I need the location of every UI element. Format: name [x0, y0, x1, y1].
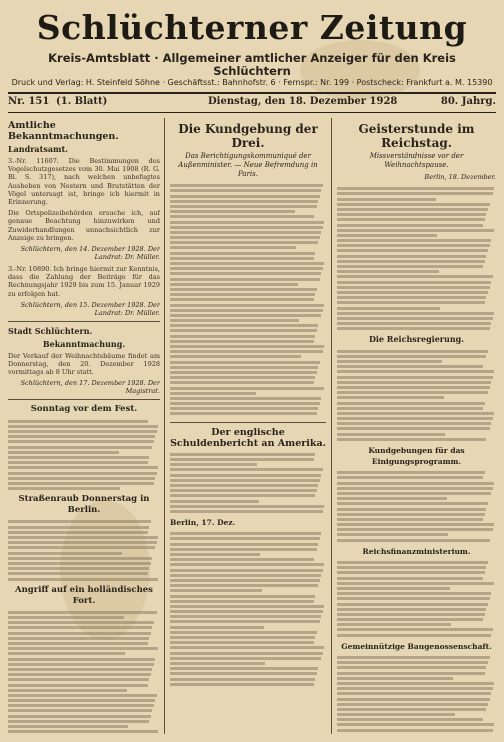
article-body	[337, 185, 496, 332]
article-heading: Gemeinnützige Baugenossenschaft.	[341, 641, 492, 651]
signature: Schlüchtern, den 15. Dezember 1928. Der Landrat: Dr. Müller.	[20, 300, 160, 317]
signature: Schlüchtern, den 14. Dezember 1928. Der Landrat: Dr. Müller.	[20, 245, 160, 262]
dateline	[8, 96, 496, 110]
section-heading: Amtliche Bekanntmachungen.	[8, 120, 119, 142]
article-heading: Angriff auf ein holländisches Fort.	[15, 584, 153, 606]
article-heading: Kundgebungen für das Einigungsprogramm.	[368, 446, 465, 466]
notice-text: 3.-Nr. 11607. Die Bestimmungen des Vogelschutzgesetzes vom 30. Mai 1908 (R. G. Bl. S. 317), nach welchen unbefugtes Ausheben von Nestern und Brutstätten der Vögel untersagt ist, bringe ich hiermit in Erinnerung.	[8, 157, 160, 207]
issue-number: Nr. 151	[8, 96, 50, 107]
article-heading: Die Reichsregierung.	[368, 334, 465, 345]
article-subheadline: Das Berichtigungskommuniqué der Außenminister. — Neue Befremdung in Paris.	[178, 152, 318, 178]
newspaper-title: Schlüchterner Zeitung	[36, 8, 468, 47]
article-headline: Die Kundgebung der Drei.	[178, 122, 318, 150]
masthead-subtitle: Kreis-Amtsblatt · Allgemeiner amtlicher Anzeiger für den Kreis Schlüchtern	[48, 51, 456, 78]
divider	[170, 422, 326, 423]
notice-text: Der Verkauf der Weihnachtsbäume findet am Donnerstag, den 20. Dezember 1928 vormittags ab 8 Uhr statt.	[8, 351, 160, 377]
article-body	[8, 417, 160, 492]
article-headline: Geisterstunde im Reichstag.	[358, 122, 475, 150]
notice-text: Die Ortspolizeibehörden ersuche ich, auf genaue Beachtung hinzuwirken und Zuwiderhandlungen unnachsichtlich zur Anzeige zu bringen.	[8, 209, 160, 242]
notice-heading: Bekanntmachung.	[42, 338, 126, 349]
article-body	[8, 609, 160, 734]
bottom-rule	[8, 112, 496, 113]
article-dateline: Berlin, 18. Dezember.	[424, 173, 496, 181]
article-body	[8, 518, 160, 582]
article-heading: Der englische Schuldenbericht an Amerika.	[170, 426, 326, 449]
article-heading: Straßenraub Donnerstag in Berlin.	[18, 494, 150, 516]
column-2	[170, 118, 326, 734]
column-3	[337, 118, 496, 734]
article-heading: Sonntag vor dem Fest.	[30, 404, 138, 415]
article-body	[337, 654, 496, 734]
notice-text: 3.-Nr. 10890. Ich bringe hiermit zur Kenntnis, dass die Zahlung der Beiträge für das Rechnungsjahr 1929 bis zum 15. Januar 1929 zu erfolgen hat.	[8, 265, 160, 298]
signature: Schlüchtern, den 17. Dezember 1928. Der Magistrat.	[20, 379, 160, 396]
column-separator	[164, 118, 165, 734]
volume-year: 80. Jahrg.	[440, 96, 496, 107]
column-1	[8, 118, 160, 734]
article-dateline: Berlin, 17. Dez.	[170, 518, 236, 528]
article-body	[170, 182, 326, 418]
office-heading: Stadt Schlüchtern.	[8, 325, 93, 336]
top-rule	[8, 92, 496, 94]
column-separator	[331, 118, 332, 734]
masthead-imprint: Druck und Verlag: H. Steinfeld Söhne · Geschäftsst.: Bahnhofstr. 6 · Fernspr.: Nr. 199 · Postscheck: Frankfurt a. M. 15390	[11, 78, 493, 87]
article-body	[170, 530, 326, 688]
article-body	[337, 347, 496, 443]
article-body	[337, 559, 496, 639]
article-body	[337, 469, 496, 544]
divider	[8, 321, 160, 322]
office-heading: Landratsamt.	[8, 144, 68, 154]
article-body	[170, 451, 326, 515]
article-heading: Reichsfinanzministerium.	[362, 546, 471, 556]
masthead	[8, 4, 496, 87]
sheet-label: (1. Blatt)	[56, 96, 108, 107]
article-subheadline: Missverständnisse vor der Weihnachtspause.	[369, 152, 464, 169]
issue-date: Dienstag, den 18. Dezember 1928	[208, 96, 398, 107]
divider	[8, 399, 160, 400]
